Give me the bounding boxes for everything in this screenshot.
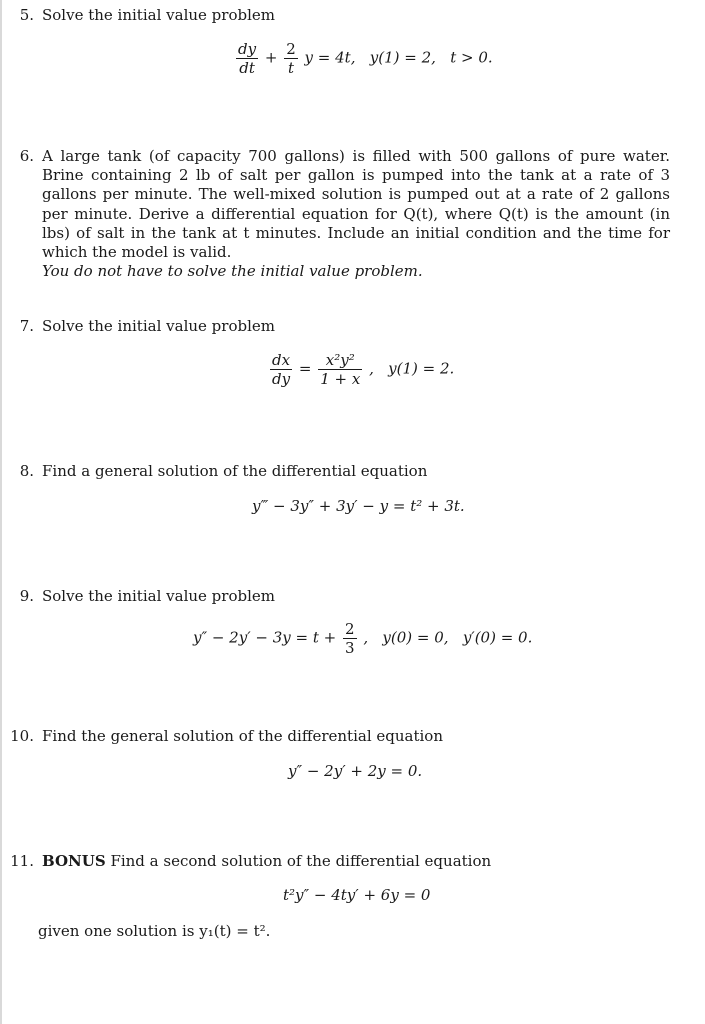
equation-7: $\frac{dx}{dy}$ = $\frac{\text{x²y²}}{1 + x}$ , y(1) = 2. bbox=[272, 351, 455, 388]
problem-prompt-line bbox=[42, 852, 491, 871]
problem-number: 5. bbox=[19, 6, 34, 24]
problem-prompt: Solve the initial value problem bbox=[42, 6, 275, 24]
problem-prompt: Find a second solution of the differential equation bbox=[110, 852, 492, 870]
problem-number: 10. bbox=[10, 727, 34, 745]
problem-note: You do not have to solve the initial value problem. bbox=[42, 262, 423, 281]
fraction-dx-dy: $\frac{dx}{dy}$ bbox=[272, 351, 291, 388]
equation-11: t²y″ − 4ty′ + 6y = 0 bbox=[283, 886, 431, 904]
problem-prompt: Find the general solution of the differential equation bbox=[42, 727, 443, 745]
problem-text bbox=[42, 147, 670, 281]
fraction-2-t: $\frac{2}{t}$ bbox=[286, 40, 296, 77]
problem-number: 11. bbox=[10, 852, 34, 870]
given-solution: given one solution is y₁(t) = t². bbox=[38, 922, 271, 940]
equation-9: y″ − 2y′ − 3y = t + $\frac{2}{3}$ , y(0) = 0, y′(0) = 0. bbox=[193, 620, 533, 657]
bonus-label: BONUS bbox=[42, 852, 106, 870]
equation-5: $\frac{dy}{dt}$ + $\frac{2}{t}$ y = 4t, y(1) = 2, t > 0. bbox=[238, 40, 493, 77]
fraction-x2y2: $\frac{\text{x²y²}}{1 + x}$ bbox=[320, 351, 361, 388]
fraction-2-3: $\frac{2}{3}$ bbox=[344, 620, 355, 657]
problem-number: 6. bbox=[19, 147, 34, 165]
fraction-dy-dt: $\frac{dy}{dt}$ bbox=[238, 40, 257, 77]
problem-number: 9. bbox=[19, 587, 34, 605]
problem-number: 8. bbox=[19, 462, 34, 480]
problem-prompt: Solve the initial value problem bbox=[42, 587, 275, 605]
problem-prompt: Solve the initial value problem bbox=[42, 317, 275, 335]
equation-10: y″ − 2y′ + 2y = 0. bbox=[288, 762, 423, 780]
problem-number: 7. bbox=[19, 317, 34, 335]
problem-body: A large tank (of capacity 700 gallons) is filled with 500 gallons of pure water. Brine containing 2 lb of salt per gallon is pumped into the tank at a rate of 3 gallons per minute. The well-mixed solution is pumped out at a rate of 2 gallons per minute. Derive a differential equation for Q(t), where Q(t) is the amount (in lbs) of salt in the tank at t minutes. Include an initial condition and the time for which the model is valid. bbox=[42, 147, 670, 262]
equation-8: y‴ − 3y″ + 3y′ − y = t² + 3t. bbox=[252, 497, 465, 515]
problem-prompt: Find a general solution of the differential equation bbox=[42, 462, 428, 480]
